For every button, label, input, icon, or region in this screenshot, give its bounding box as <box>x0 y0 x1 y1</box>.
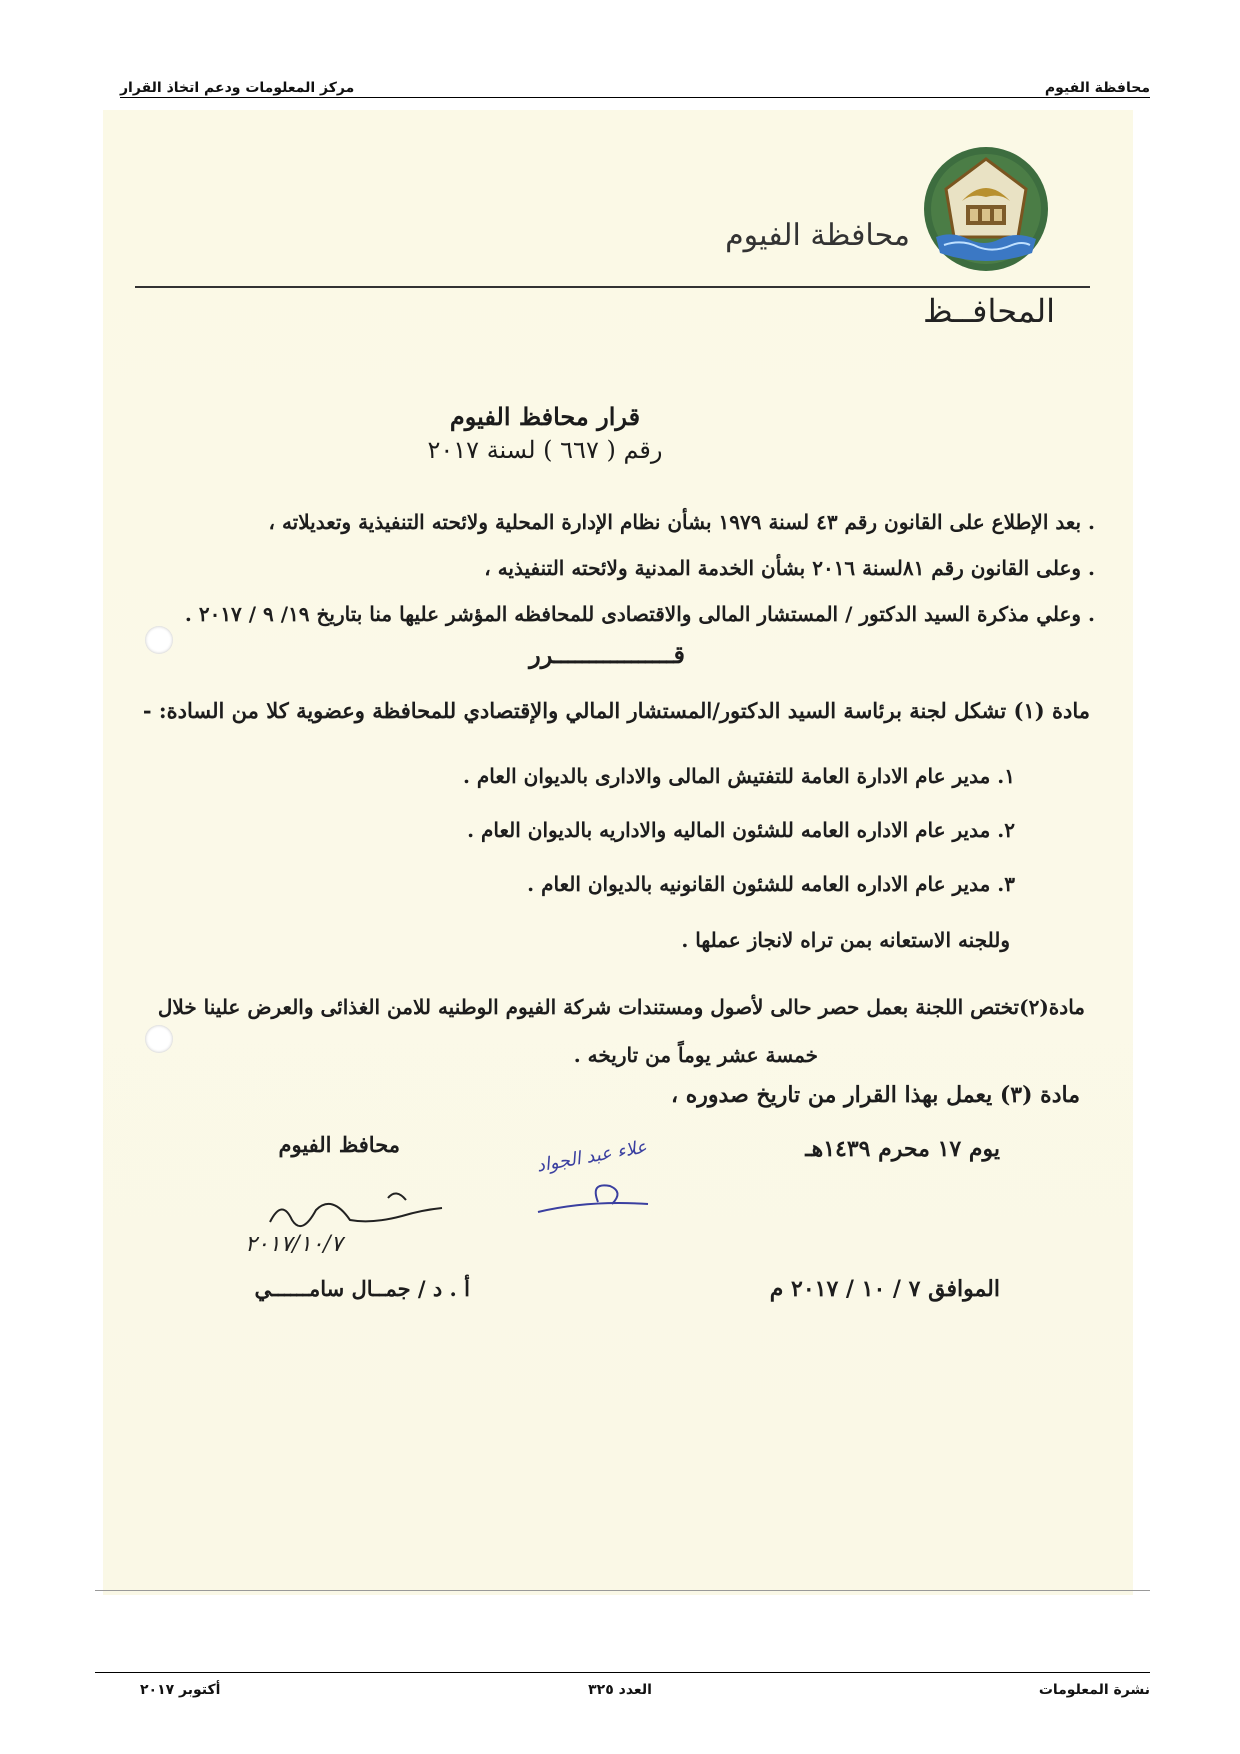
decree-number: رقم ( ٦٦٧ ) لسنة ٢٠١٧ <box>427 436 663 464</box>
punch-hole-1 <box>145 626 173 654</box>
article-3: مادة (٣) يعمل بهذا القرار من تاريخ صدوره ، <box>670 1082 1080 1108</box>
header-rule <box>120 97 1150 98</box>
member-1: ١. مدير عام الادارة العامة للتفتيش المالى والادارى بالديوان العام . <box>463 764 1015 788</box>
preamble-line-2: . وعلى القانون رقم ٨١لسنة ٢٠١٦ بشأن الخدمة المدنية ولائحته التنفيذيه ، <box>484 556 1095 580</box>
header-governorate: محافظة الفيوم <box>1044 80 1150 96</box>
handwritten-sign-date: ٢٠١٧/١٠/٧ <box>245 1232 343 1257</box>
footer-bulletin: نشرة المعلومات <box>1038 1682 1150 1698</box>
letterhead-office: المحافــظ <box>923 292 1055 330</box>
gregorian-date: الموافق ٧ / ١٠ / ٢٠١٧ م <box>769 1276 1000 1302</box>
scan-bottom-rule <box>95 1590 1150 1591</box>
signatory-name: أ . د / جمــال سامــــــي <box>254 1276 470 1301</box>
decided-heading: قـــــــــــــــــرر <box>529 640 685 669</box>
punch-hole-2 <box>145 1025 173 1053</box>
governorate-seal-icon <box>922 145 1050 273</box>
scanned-document <box>103 110 1133 1595</box>
letterhead-rule <box>135 286 1090 288</box>
member-2: ٢. مدير عام الاداره العامه للشئون الماليه والاداريه بالديوان العام . <box>467 818 1015 842</box>
signatory-title: محافظ الفيوم <box>278 1132 400 1157</box>
article-2-line-2: خمسة عشر يوماً من تاريخه . <box>573 1043 818 1067</box>
preamble-line-1: . بعد الإطلاع على القانون رقم ٤٣ لسنة ١٩٧٩ بشأن نظام الإدارة المحلية ولائحته التنفيذية وتعديلاته ، <box>268 510 1095 534</box>
preamble-line-3: . وعلي مذكرة السيد الدكتور / المستشار المالى والاقتصادى للمحافظه المؤشر عليها منا بتاريخ ١٩/ ٩ / ٢٠١٧ . <box>184 602 1095 626</box>
signature-icon <box>262 1180 462 1240</box>
decree-title: قرار محافظ الفيوم <box>449 402 641 431</box>
handwritten-initials-text: علاء عبد الجواد <box>535 1136 649 1177</box>
footer-issue: العدد ٣٢٥ <box>588 1682 652 1698</box>
handwritten-initials <box>528 1136 678 1232</box>
member-3: ٣. مدير عام الاداره العامه للشئون القانونيه بالديوان العام . <box>527 872 1015 896</box>
article-2-line-1: مادة(٢)تختص اللجنة بعمل حصر حالى لأصول ومستندات شركة الفيوم الوطنيه للامن الغذائى والعرض علينا خلال <box>157 995 1085 1019</box>
letterhead-org-name: محافظة الفيوم <box>725 218 910 253</box>
header-info-center: مركز المعلومات ودعم اتخاذ القرار <box>120 80 355 96</box>
footer-month: أكتوبر ٢٠١٧ <box>140 1682 221 1698</box>
committee-assistance: وللجنه الاستعانه بمن تراه لانجاز عملها . <box>681 928 1010 952</box>
article-1: مادة (١) تشكل لجنة برئاسة السيد الدكتور/المستشار المالي والإقتصادي للمحافظة وعضوية كلا من السادة: - <box>142 698 1090 723</box>
footer-rule <box>95 1672 1150 1673</box>
hijri-date: يوم ١٧ محرم ١٤٣٩هـ <box>805 1136 1000 1162</box>
